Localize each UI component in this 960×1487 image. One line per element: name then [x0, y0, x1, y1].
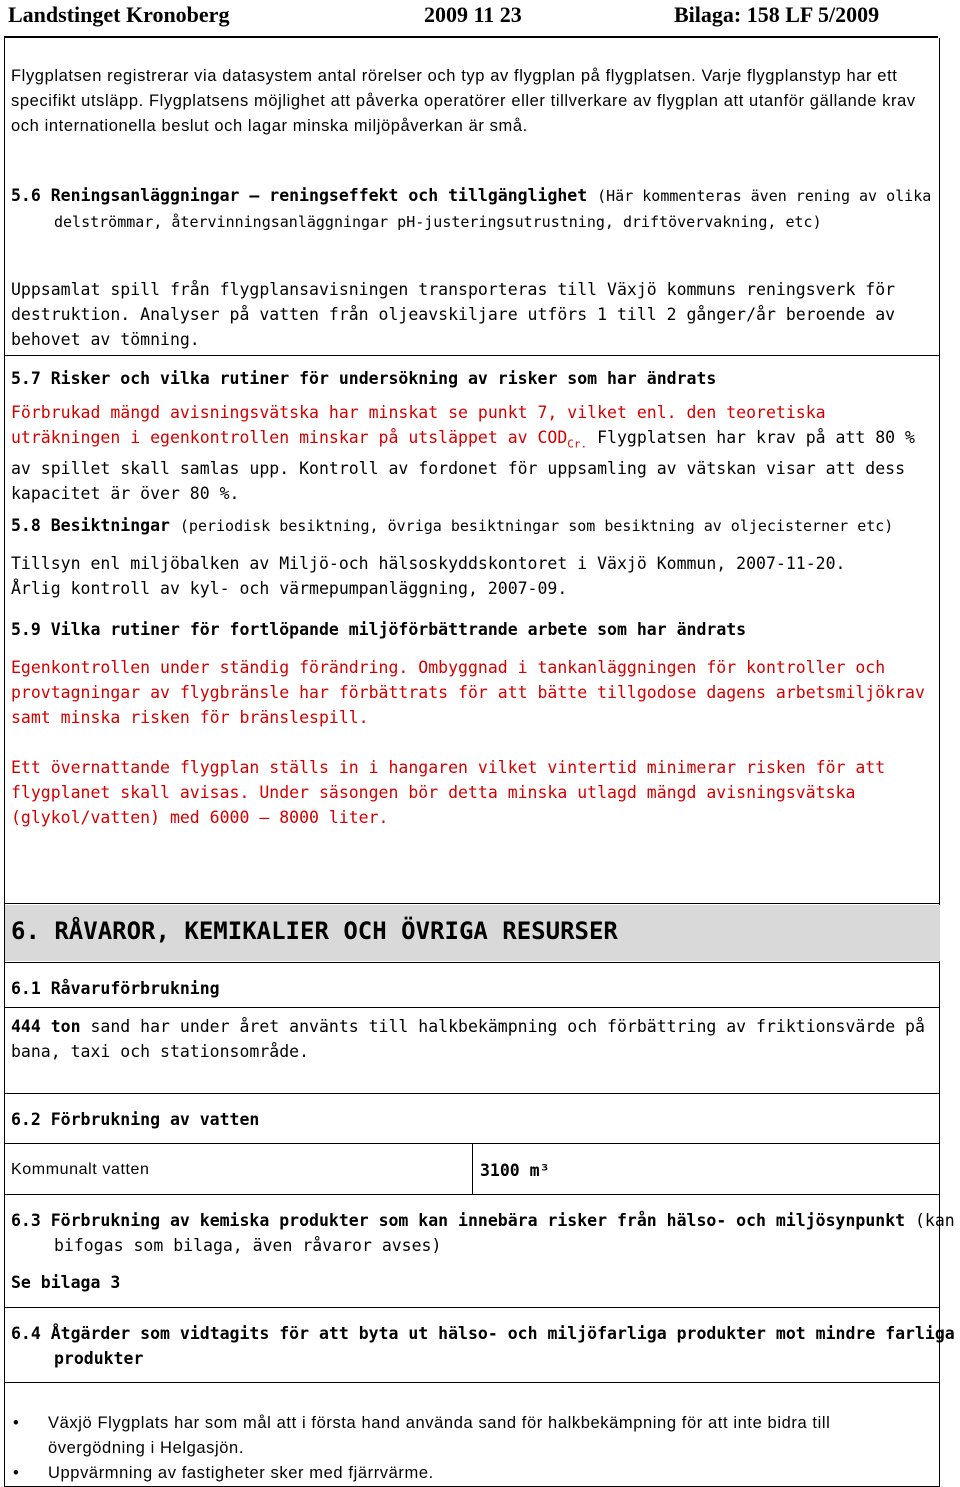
body-text: sand har under året använts till halkbekämpning och förbättring av friktionsvärde på bana, taxi och stationsområde. — [11, 1017, 925, 1061]
section-6-2-heading: 6.2 Förbrukning av vatten — [11, 1110, 260, 1129]
row-divider — [4, 1382, 940, 1383]
column-divider — [472, 1143, 473, 1194]
section-5-9-paragraph-2: Ett övernattande flygplan ställs in i hangaren vilket vintertid minimerar risken för att flygplanet skall avisas. Under säsongen bör detta minska utlagd mängd avisningsvätska (glykol/vatten) med 6000 – 8000 liter. — [11, 758, 886, 827]
section-5-6-body: Uppsamlat spill från flygplansavisningen transporteras till Växjö kommuns reningsverk för destruktion. Analyser på vatten från oljeavskiljare utförs 1 till 2 gånger/år beroende av behovet av tömning. — [11, 280, 896, 349]
row-divider — [4, 355, 940, 356]
revised-text: Förbrukad mängd avisningsvätska har minskat se punkt 7, vilket enl. den teoretiska uträkningen i egenkontrollen minskar på utsläppet av COD — [11, 403, 826, 447]
section-title: Åtgärder som vidtagits för att byta ut hälso- och miljöfarliga produkter mot mindre farliga produkter — [50, 1324, 955, 1368]
section-number: 6.3 — [11, 1211, 41, 1230]
section-number: 5.7 — [11, 369, 41, 388]
section-note: (kan bifogas som bilaga, även råvaror avses) — [54, 1211, 955, 1255]
list-item-text: Växjö Flygplats har som mål att i första hand använda sand för halkbekämpning för att inte bidra till övergödning i Helgasjön. — [48, 1414, 831, 1457]
section-5-7-heading — [11, 366, 936, 391]
body-text: Flygplatsen har krav på att 80 % av spillet skall samlas upp. Kontroll av fordonet för uppsamling av vätskan visar att dess kapacitet är över 80 %. — [11, 428, 915, 504]
section-5-8-line-1: Tillsyn enl miljöbalken av Miljö-och hälsoskyddskontoret i Växjö Kommun, 2007-11-20. — [11, 554, 846, 573]
list-item-text: Uppvärmning av fastigheter sker med fjärrvärme. — [48, 1464, 434, 1482]
section-6-3-heading — [11, 1208, 960, 1258]
water-volume-value: 3100 m³ — [480, 1161, 550, 1180]
section-6-heading — [11, 917, 618, 945]
row-divider — [4, 962, 940, 963]
section-title: Förbrukning av kemiska produkter som kan innebära risker från hälso- och miljösynpunkt — [50, 1211, 906, 1230]
bullet-icon: • — [13, 1464, 20, 1482]
section-number: 6. — [11, 917, 40, 945]
section-6-4-heading — [11, 1321, 960, 1371]
water-source-label: Kommunalt vatten — [11, 1161, 150, 1178]
intro-paragraph: Flygplatsen registrerar via datasystem antal rörelser och typ av flygplan på flygplatsen. Varje flygplanstyp har ett specifikt utsläpp. Flygplatsens möjlighet att påverka operatörer eller tillverkare av flygplan att utanför gällande krav och internationella beslut och lagar minska miljöpåverkan är små. — [11, 67, 916, 135]
org-name: Landstinget Kronoberg — [8, 2, 230, 27]
measures-list — [11, 1411, 891, 1486]
doc-reference: Bilaga: 158 LF 5/2009 — [674, 2, 880, 27]
cod-subscript: Cr. — [567, 437, 588, 451]
row-divider — [4, 903, 940, 904]
section-note: (Här kommenteras även rening av olika delströmmar, återvinningsanläggningar pH-justeringsutrustning, driftövervakning, etc) — [54, 187, 932, 231]
section-6-1-heading: 6.1 Råvaruförbrukning — [11, 979, 220, 998]
section-5-8-heading — [11, 513, 936, 539]
section-6-1-body — [11, 1014, 936, 1064]
appendix-reference: Se bilaga 3 — [11, 1273, 121, 1292]
doc-date: 2009 11 23 — [424, 2, 522, 27]
section-5-6-heading — [11, 183, 960, 235]
section-number: 5.9 — [11, 620, 41, 639]
section-title: Vilka rutiner för fortlöpande miljöförbättrande arbete som har ändrats — [50, 620, 747, 639]
section-5-8-line-2: Årlig kontroll av kyl- och värmepumpanläggning, 2007-09. — [11, 579, 568, 598]
section-5-7-body — [11, 400, 936, 506]
page-header — [0, 0, 960, 34]
section-number: 6.4 — [11, 1324, 41, 1343]
section-title: Reningsanläggningar – reningseffekt och tillgänglighet — [50, 186, 588, 205]
section-title: RÅVAROR, KEMIKALIER OCH ÖVRIGA RESURSER — [54, 917, 618, 945]
section-number: 5.6 — [11, 186, 41, 205]
section-title: Besiktningar — [50, 516, 170, 535]
section-5-9-paragraph-1: Egenkontrollen under ständig förändring. Ombyggnad i tankanläggningen för kontroller och provtagningar av flygbränsle har förbättrats för att bätte tillgodose dagens arbetsmiljökrav samt minska risken för bränslespill. — [11, 658, 925, 727]
section-note: (periodisk besiktning, övriga besiktningar som besiktning av oljecisterner etc) — [179, 517, 894, 535]
bullet-icon: • — [13, 1414, 20, 1432]
row-divider — [4, 1093, 940, 1094]
sand-amount: 444 ton — [11, 1017, 81, 1036]
list-item — [11, 1461, 891, 1486]
row-divider — [4, 1007, 940, 1008]
list-item — [11, 1411, 891, 1461]
section-number: 5.8 — [11, 516, 41, 535]
row-divider — [4, 1307, 940, 1308]
section-title: Risker och vilka rutiner för undersökning av risker som har ändrats — [50, 369, 717, 388]
section-5-9-heading — [11, 617, 936, 642]
row-divider — [4, 1194, 940, 1195]
